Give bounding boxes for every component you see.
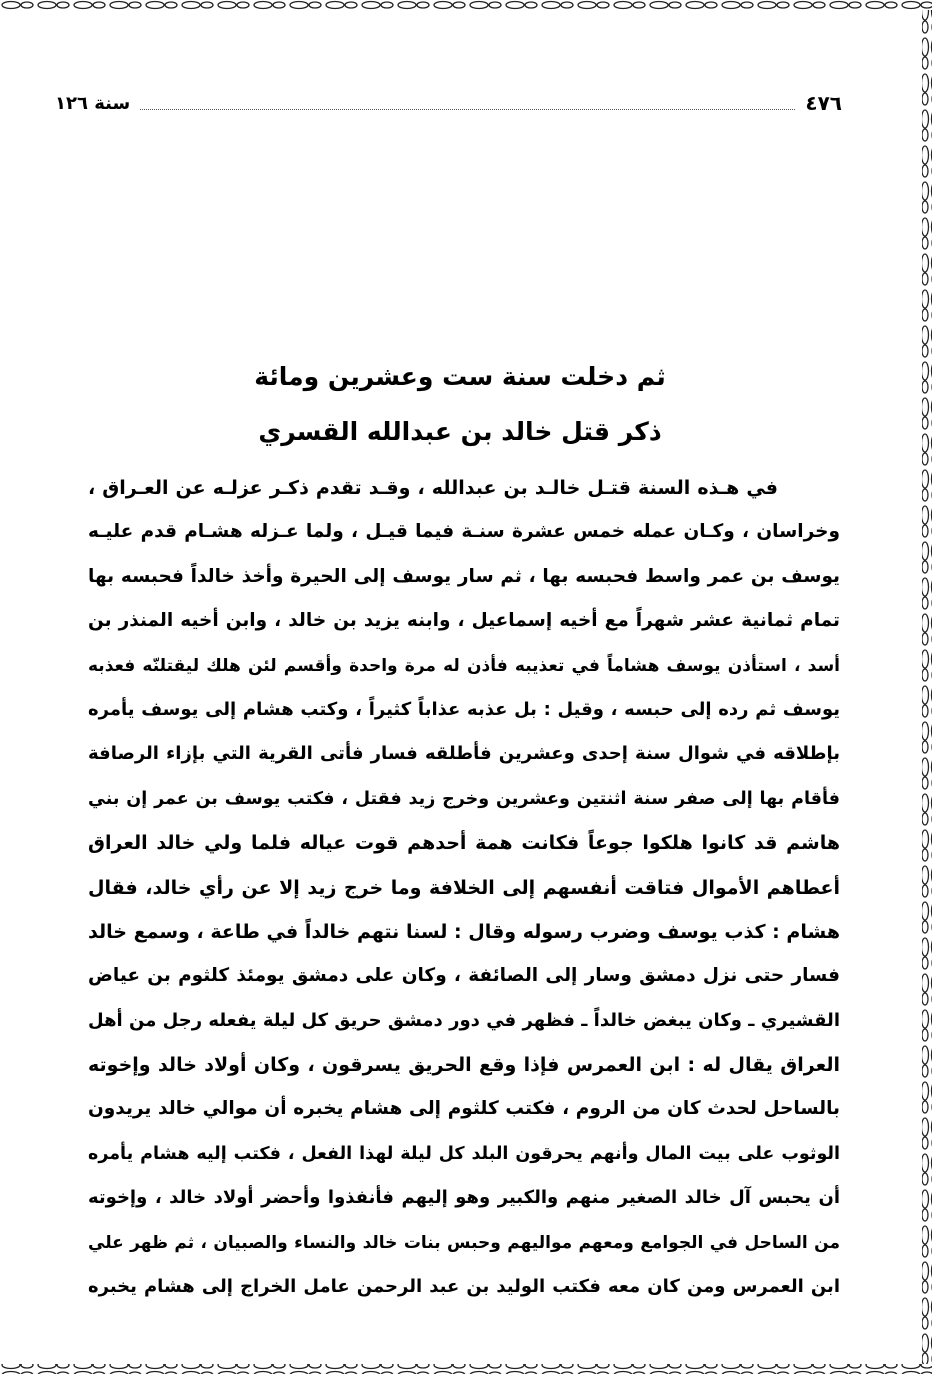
text-line: أن يحبس آل خالد الصغير منهم والكبير وهو إليهم فأنفذوا وأحضر أولاد خالد ، وإخوته bbox=[88, 1187, 840, 1209]
dotted-leader bbox=[140, 97, 795, 110]
section-heading: ذكر قتل خالد بن عبدالله القسري bbox=[258, 417, 662, 446]
page-number: ٤٧٦ bbox=[805, 91, 842, 115]
text-line: القشيري ـ وكان يبغض خالداً ـ فظهر في دور دمشق حريق كل ليلة يفعله رجل من أهل bbox=[88, 1009, 840, 1031]
text-line: فسار حتى نزل دمشق وسار إلى الصائفة ، وكان على دمشق يومئذ كلثوم بن عياض bbox=[88, 965, 840, 987]
text-line: وخراسان ، وكـان عمله خمس عشرة سنـة فيما قيـل ، ولما عـزله هشـام قدم عليـه bbox=[88, 521, 840, 543]
text-line: أعطاهم الأموال فتاقت أنفسهم إلى الخلافة وما خرج زيد إلا عن رأي خالد، فقال bbox=[88, 876, 840, 899]
text-line: تمام ثمانية عشر شهراً مع أخيه إسماعيل ، وابنه يزيد بن خالد ، وابن أخيه المنذر بن bbox=[88, 610, 840, 632]
running-header bbox=[55, 88, 842, 118]
text-line: هشام : كذب يوسف وضرب رسوله وقال : لسنا نتهم خالداً في طاعة ، وسمع خالد bbox=[88, 920, 840, 943]
text-line: هاشم قد كانوا هلكوا جوعاً فكانت همة أحدهم قوت عياله فلما ولي خالد العراق bbox=[88, 832, 840, 855]
text-line: من الساحل في الجوامع ومعهم مواليهم وحبس بنات خالد والنساء والصبيان ، ثم ظهر علي bbox=[88, 1232, 840, 1253]
text-line: الوثوب على بيت المال وأنهم يحرقون البلد كل ليلة لهذا الفعل ، فكتب إليه هشام يأمره bbox=[88, 1143, 840, 1164]
chapter-heading: ثم دخلت سنة ست وعشرين ومائة bbox=[254, 362, 666, 391]
text-line: فأقام بها إلى صفر سنة اثنتين وعشرين وخرج زيد فقتل ، فكتب يوسف بن عمر إن بني bbox=[88, 788, 840, 809]
text-line: في هـذه السنة قتـل خالـد بن عبدالله ، وقـد تقدم ذكـر عزلـه عن العـراق ، bbox=[88, 477, 778, 499]
text-line: بإطلاقه في شوال سنة إحدى وعشرين فأطلقه فسار فأتى القرية التي بإزاء الرصافة bbox=[88, 743, 840, 765]
text-line: العراق يقال له : ابن العمرس فإذا وقع الحريق يسرقون ، وكان أولاد خالد وإخوته bbox=[88, 1054, 840, 1077]
text-line: بالساحل لحدث كان من الروم ، فكتب كلثوم إلى هشام يخبره أن موالي خالد يريدون bbox=[88, 1098, 840, 1120]
body-text bbox=[88, 468, 840, 1311]
text-line: أسد ، استأذن يوسف هشاماً في تعذيبه فأذن له مرة واحدة وأقسم لئن هلك ليقتلنّه فعذبه bbox=[88, 655, 840, 676]
text-line: ابن العمرس ومن كان معه فكتب الوليد بن عبد الرحمن عامل الخراج إلى هشام يخبره bbox=[88, 1276, 840, 1298]
text-line: يوسف بن عمر واسط فحبسه بها ، ثم سار يوسف إلى الحيرة وأخذ خالداً فحبسه بها bbox=[88, 565, 840, 587]
running-title: سنة ١٢٦ bbox=[55, 92, 131, 114]
text-line: يوسف ثم رده إلى حبسه ، وقيل : بل عذبه عذاباً كثيراً ، وكتب هشام إلى يوسف يأمره bbox=[88, 698, 840, 720]
